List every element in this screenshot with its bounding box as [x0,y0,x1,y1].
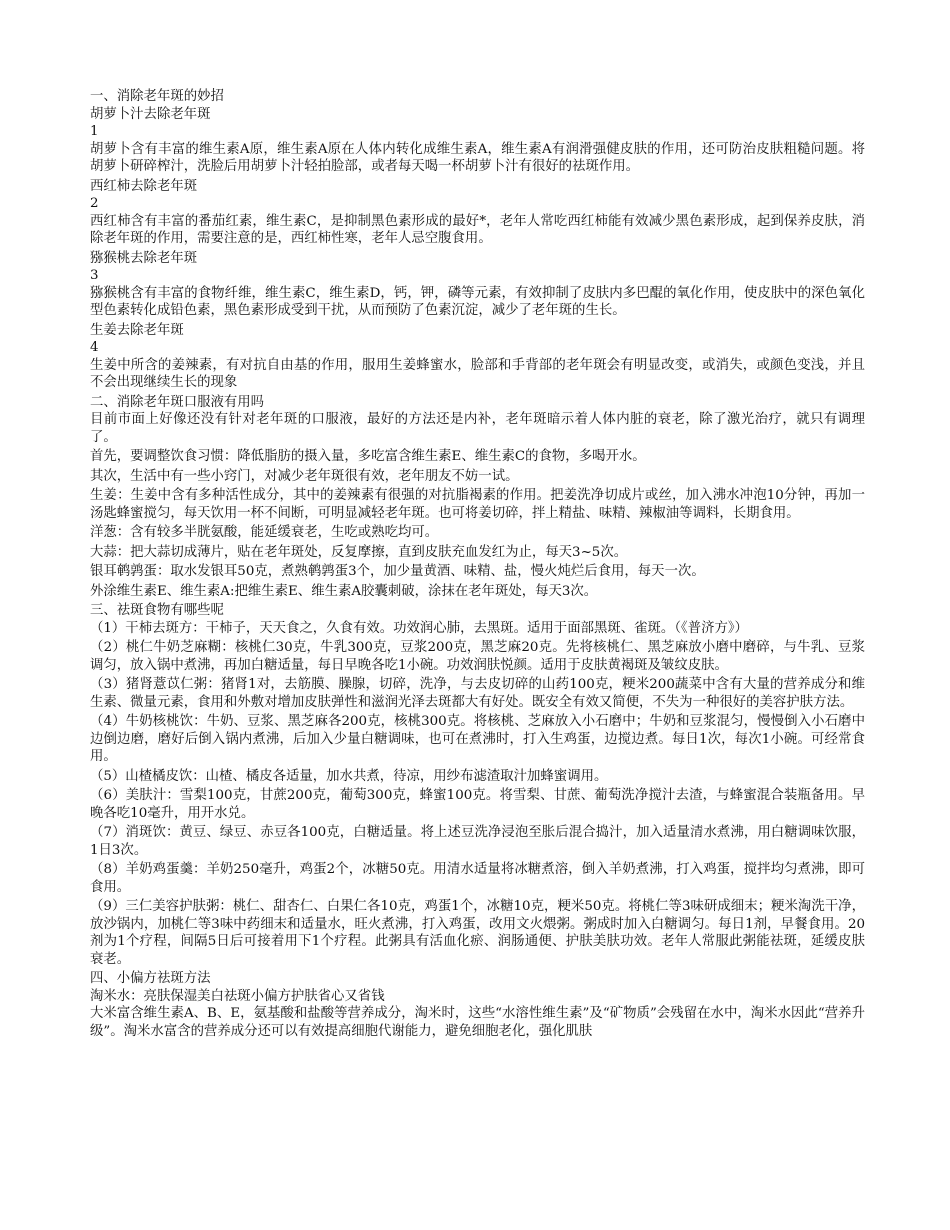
paragraph: 西红柿含有丰富的番茄红素，维生素C，是抑制黑色素形成的最好*，老年人常吃西红柿能有效减少黑色素形成，起到保养皮肤，消除老年斑的作用，需要注意的是，西红柿性寒，老年人忌空腹食用。 [90,213,865,246]
paragraph: 猕猴桃含有丰富的食物纤维，维生素C，维生素D，钙，钾，磷等元素，有效抑制了皮肤内多巴醌的氧化作用，使皮肤中的深色氧化型色素转化成铅色素，黑色素形成受到干扰，从而预防了色素沉淀，减少了老年斑的生长。 [90,285,865,318]
paragraph: （5）山楂橘皮饮：山楂、橘皮各适量，加水共煮，待凉，用纱布滤渣取汁加蜂蜜调用。 [90,768,608,784]
paragraph: 大蒜：把大蒜切成薄片，贴在老年斑处，反复摩擦，直到皮肤充血发红为止，每天3~5次。 [90,544,628,560]
paragraph: 目前市面上好像还没有针对老年斑的口服液，最好的方法还是内补，老年斑暗示着人体内脏的衰老，除了激光治疗，就只有调理了。 [90,412,865,445]
item-number: 2 [90,196,99,211]
paragraph: （6）美肤汁：雪梨100克，甘蔗200克，葡萄300克，蜂蜜100克。将雪梨、甘蔗、葡萄洗净搅汁去渣，与蜂蜜混合装瓶备用。早晚各吃10毫升，用开水兑。 [90,788,865,821]
paragraph: 大米富含维生素A、B、E，氨基酸和盐酸等营养成分，淘米时，这些“水溶性维生素”及“矿物质”会残留在水中，淘米水因此“营养升级”。淘米水富含的营养成分还可以有效提高细胞代谢能力，避免细胞老化，强化肌肤 [90,1006,865,1039]
section-heading: 四、小偏方祛斑方法 [90,971,211,986]
paragraph: 其次，生活中有一些小窍门，对减少老年斑很有效，老年朋友不妨一试。 [90,468,519,484]
paragraph: （4）牛奶核桃饮：牛奶、豆浆、黑芝麻各200克，核桃300克。将核桃、芝麻放入小石磨中；牛奶和豆浆混匀，慢慢倒入小石磨中边倒边磨，磨好后倒入锅内煮沸，后加入少量白糖调味，也可在煮沸时，打入生鸡蛋，边搅边煮。每日1次，每次1小碗。可经常食用。 [90,714,865,764]
section-heading: 二、消除老年斑口服液有用吗 [90,394,265,410]
paragraph: （2）桃仁牛奶芝麻糊：核桃仁30克，牛乳300克，豆浆200克，黑芝麻20克。先将核桃仁、黑芝麻放小磨中磨碎，与牛乳、豆浆调匀，放入锅中煮沸，再加白糖适量，每日早晚各吃1小碗。功效润肤悦颜。适用于皮肤黄褐斑及皱纹皮肤。 [90,640,865,673]
paragraph: （7）消斑饮：黄豆、绿豆、赤豆各100克，白糖适量。将上述豆洗净浸泡至胀后混合捣汁，加入适量清水煮沸，用白糖调味饮服，1日3次。 [90,825,865,858]
paragraph: 外涂维生素E、维生素A:把维生素E、维生素A胶囊刺破，涂抹在老年斑处，每天3次。 [90,583,598,599]
item-number: 3 [90,268,99,283]
paragraph: 生姜：生姜中含有多种活性成分，其中的姜辣素有很强的对抗脂褐素的作用。把姜洗净切成片或丝，加入沸水冲泡10分钟，再加一汤匙蜂蜜搅匀，每天饮用一杯不间断，可明显减轻老年斑。也可将姜切碎，拌上精盐、味精、辣椒油等调料，长期食用。 [90,488,865,521]
item-number: 4 [90,340,99,355]
section-heading: 西红柿去除老年斑 [90,178,198,194]
paragraph: （3）猪肾薏苡仁粥：猪肾1对，去筋膜、臊腺，切碎，洗净，与去皮切碎的山药100克，粳米200蔬菜中含有大量的营养成分和维生素、微量元素，食用和外敷对增加皮肤弹性和滋润光泽去斑都大有好处。既安全有效又简便，不失为一种很好的美容护肤方法。 [90,677,865,710]
section-heading: 三、祛斑食物有哪些呢 [90,603,224,618]
section-heading: 淘米水：亮肤保湿美白祛斑小偏方护肤省心又省钱 [90,988,385,1004]
section-heading: 猕猴桃去除老年斑 [90,250,198,266]
paragraph: （8）羊奶鸡蛋羹：羊奶250毫升，鸡蛋2个，冰糖50克。用清水适量将冰糖煮溶，倒入羊奶煮沸，打入鸡蛋，搅拌均匀煮沸，即可食用。 [90,862,865,895]
section-heading: 生姜去除老年斑 [90,322,184,338]
paragraph: （1）干柿去斑方：干柿子，天天食之，久食有效。功效润心肺，去黑斑。适用于面部黑斑、雀斑。（《普济方》） [90,620,748,636]
paragraph: 胡萝卜含有丰富的维生素A原，维生素A原在人体内转化成维生素A，维生素A有润滑强健皮肤的作用，还可防治皮肤粗糙问题。将胡萝卜研碎榨汁，洗脸后用胡萝卜汁轻拍脸部，或者每天喝一杯胡萝卜汁有很好的祛斑作用。 [90,141,865,174]
paragraph: 生姜中所含的姜辣素，有对抗自由基的作用，服用生姜蜂蜜水，脸部和手背部的老年斑会有明显改变，或消失，或颜色变浅，并且不会出现继续生长的现象 [90,357,865,390]
document-body [90,88,865,1042]
item-number: 1 [90,124,99,139]
section-heading: 胡萝卜汁去除老年斑 [90,106,211,122]
section-heading: 一、消除老年斑的妙招 [90,89,224,104]
paragraph: 首先，要调整饮食习惯：降低脂肪的摄入量，多吃富含维生素E、维生素C的食物，多喝开水。 [90,449,646,464]
paragraph: 洋葱：含有较多半胱氨酸，能延缓衰老，生吃或熟吃均可。 [90,525,439,540]
paragraph: （9）三仁美容护肤粥：桃仁、甜杏仁、白果仁各10克，鸡蛋1个，冰糖10克，粳米50克。将桃仁等3味研成细末；粳米淘洗干净，放沙锅内，加桃仁等3味中药细末和适量水，旺火煮沸，打入鸡蛋，改用文火煨粥。粥成时加入白糖调匀。每日1剂，早餐食用。20剂为1个疗程，间隔5日后可接着用下1个疗程。此粥具有活血化瘀、润肠通便、护肤美肤功效。老年人常服此粥能祛斑，延缓皮肤衰老。 [90,899,865,967]
paragraph: 银耳鹌鹑蛋：取水发银耳50克，煮熟鹌鹑蛋3个，加少量黄酒、味精、盐，慢火炖烂后食用，每天一次。 [90,564,705,579]
